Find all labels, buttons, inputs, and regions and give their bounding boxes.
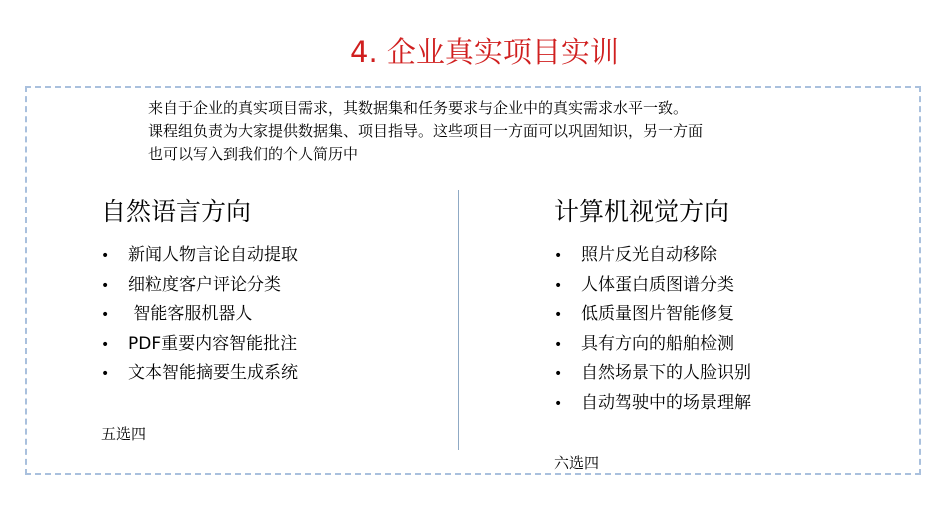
list-item <box>554 330 751 360</box>
intro-paragraph <box>148 97 828 166</box>
column-divider <box>458 190 459 450</box>
list-item-label: 具有方向的船舶检测 <box>581 333 734 354</box>
list-item-label: 新闻人物言论自动提取 <box>128 245 298 265</box>
list-item-label: 人体蛋白质图谱分类 <box>581 274 734 295</box>
list-item <box>101 300 298 330</box>
list-item-label: 低质量图片智能修复 <box>581 304 734 324</box>
bullet-icon: • <box>101 336 110 353</box>
nlp-selection-note: 五选四 <box>101 425 147 443</box>
list-item <box>554 389 751 419</box>
bullet-icon: • <box>101 307 110 323</box>
bullet-icon: • <box>554 336 563 353</box>
list-item-label: 自动驾驶中的场景理解 <box>581 392 751 413</box>
bullet-icon: • <box>554 395 563 412</box>
bullet-icon: • <box>554 248 563 264</box>
list-item-label: 照片反光自动移除 <box>581 245 717 265</box>
list-item <box>554 359 751 389</box>
list-item-label: 文本智能摘要生成系统 <box>128 363 298 383</box>
intro-line: 来自于企业的真实项目需求，其数据集和任务要求与企业中的真实需求水平一致。 <box>148 99 689 117</box>
nlp-project-list <box>101 241 298 389</box>
list-item-label: 智能客服机器人 <box>128 304 253 324</box>
nlp-column <box>101 193 298 389</box>
list-item <box>101 359 298 389</box>
cv-project-list <box>554 241 751 418</box>
list-item <box>101 271 298 301</box>
cv-column <box>554 193 751 418</box>
list-item <box>554 271 751 301</box>
cv-selection-note: 六选四 <box>554 454 600 472</box>
bullet-icon: • <box>101 366 110 382</box>
list-item <box>101 241 298 271</box>
slide-title: 4. 企业真实项目实训 <box>350 35 619 69</box>
bullet-icon: • <box>554 307 563 323</box>
bullet-icon: • <box>554 277 563 294</box>
list-item <box>554 241 751 271</box>
list-item <box>101 330 298 360</box>
list-item-label: 自然场景下的人脸识别 <box>581 363 751 383</box>
cv-heading: 计算机视觉方向 <box>554 197 730 226</box>
list-item-label: 细粒度客户评论分类 <box>128 274 281 295</box>
intro-line: 课程组负责为大家提供数据集、项目指导。这些项目一方面可以巩固知识，另一方面 <box>148 122 704 140</box>
list-item-label: PDF重要内容智能批注 <box>128 333 298 354</box>
nlp-heading: 自然语言方向 <box>101 197 252 226</box>
list-item <box>554 300 751 330</box>
bullet-icon: • <box>101 248 110 264</box>
intro-line: 也可以写入到我们的个人简历中 <box>148 145 359 163</box>
bullet-icon: • <box>101 277 110 294</box>
bullet-icon: • <box>554 366 563 382</box>
